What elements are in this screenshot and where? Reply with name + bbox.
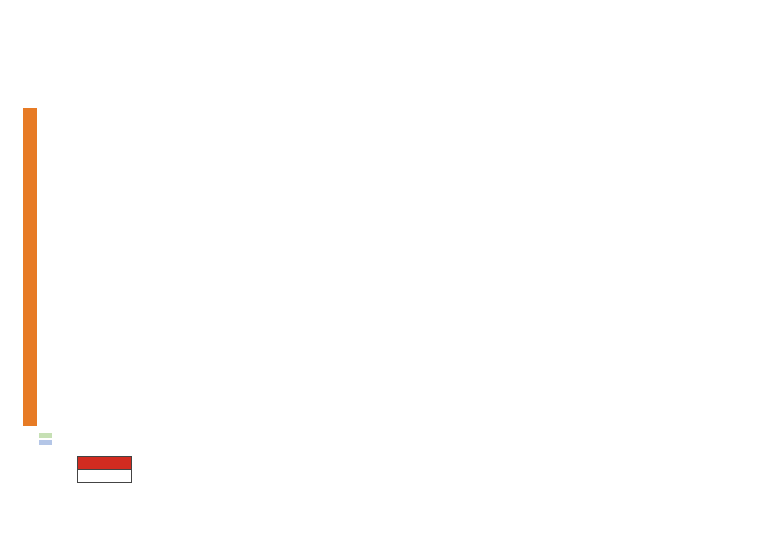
allergen-table: [77, 456, 132, 483]
month-sidebar: [23, 108, 37, 426]
legend-swatch-green: [39, 433, 52, 438]
legend-item: [39, 432, 55, 439]
allergen-no-label: [78, 470, 132, 483]
allergen-header: [78, 457, 132, 470]
legend: [39, 432, 55, 446]
legend-item: [39, 439, 55, 446]
legend-swatch-blue: [39, 440, 52, 445]
